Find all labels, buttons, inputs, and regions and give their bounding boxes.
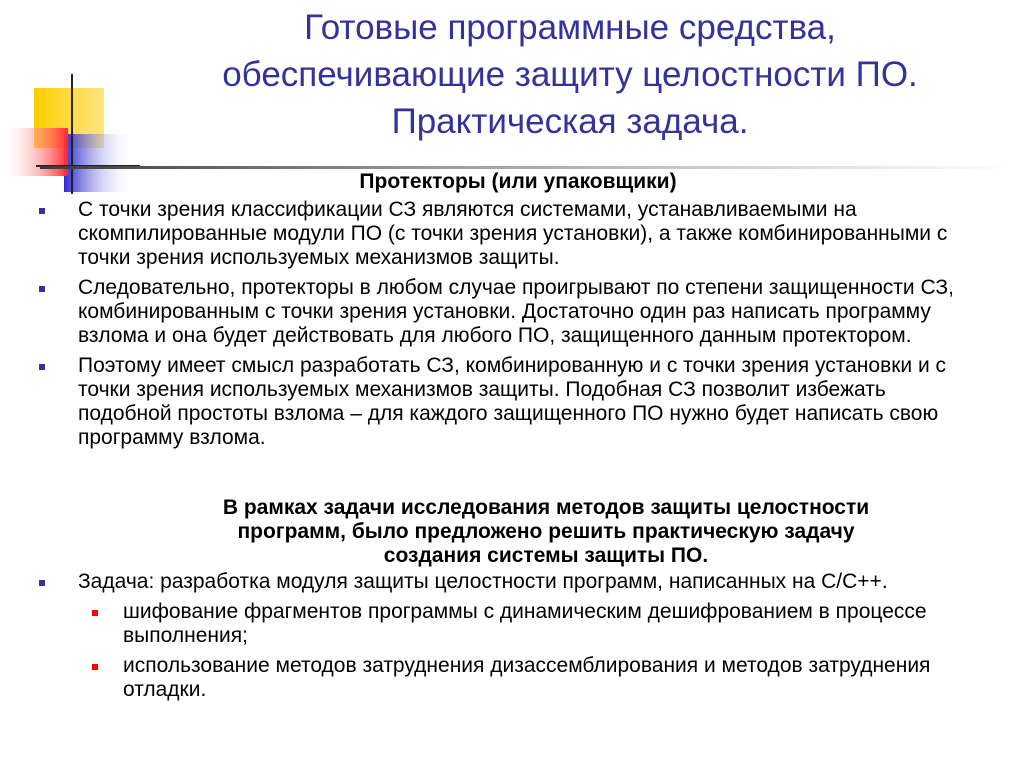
bullet-item: Следовательно, протекторы в любом случае проигрывают по степени защищенности СЗ, комбинированным с точки зрения установки. Достаточно один раз написать программу взлома и она будет действовать для любого ПО, защищенного данным протектором. xyxy=(0,276,1024,348)
task-item: Задача: разработка модуля защиты целостности программ, написанных на C/C++. xyxy=(0,570,1024,594)
section-heading-task xyxy=(100,496,994,568)
sub-bullet-item: шифование фрагментов программы с динамическим дешифрованием в процессе выполнения; xyxy=(0,600,1024,648)
heading-line: создания системы защиты ПО. xyxy=(383,544,709,567)
title-line: Практическая задача. xyxy=(391,102,749,141)
section-heading-protectors: Протекторы (или упаковщики) xyxy=(359,170,677,193)
heading-line: программ, было предложено решить практическую задачу xyxy=(237,520,855,543)
bullet-item: Поэтому имеет смысл разработать СЗ, комбинированную и с точки зрения установки и с точки зрения используемых механизмов защиты. Подобная СЗ позволит избежать подобной простоты взлома – для каждого защищенного ПО нужно будет написать свою программу взлома. xyxy=(0,354,1024,450)
slide-body xyxy=(0,170,1024,708)
slide-title xyxy=(140,4,1000,145)
title-line: обеспечивающие защиту целостности ПО. xyxy=(222,55,918,94)
task-list xyxy=(0,570,1024,702)
heading-line: В рамках задачи исследования методов защиты целостности xyxy=(222,496,870,519)
title-divider xyxy=(40,166,1020,169)
bullet-item: С точки зрения классификации СЗ являются системами, устанавливаемыми на скомпилированные модули ПО (с точки зрения установки), а также комбинированными с точки зрения используемых механизмов защиты. xyxy=(0,198,1024,270)
sub-bullet-item: использование методов затруднения дизассемблирования и методов затруднения отладки. xyxy=(0,654,1024,702)
protectors-list xyxy=(0,198,1024,450)
title-line: Готовые программные средства, xyxy=(304,8,836,47)
